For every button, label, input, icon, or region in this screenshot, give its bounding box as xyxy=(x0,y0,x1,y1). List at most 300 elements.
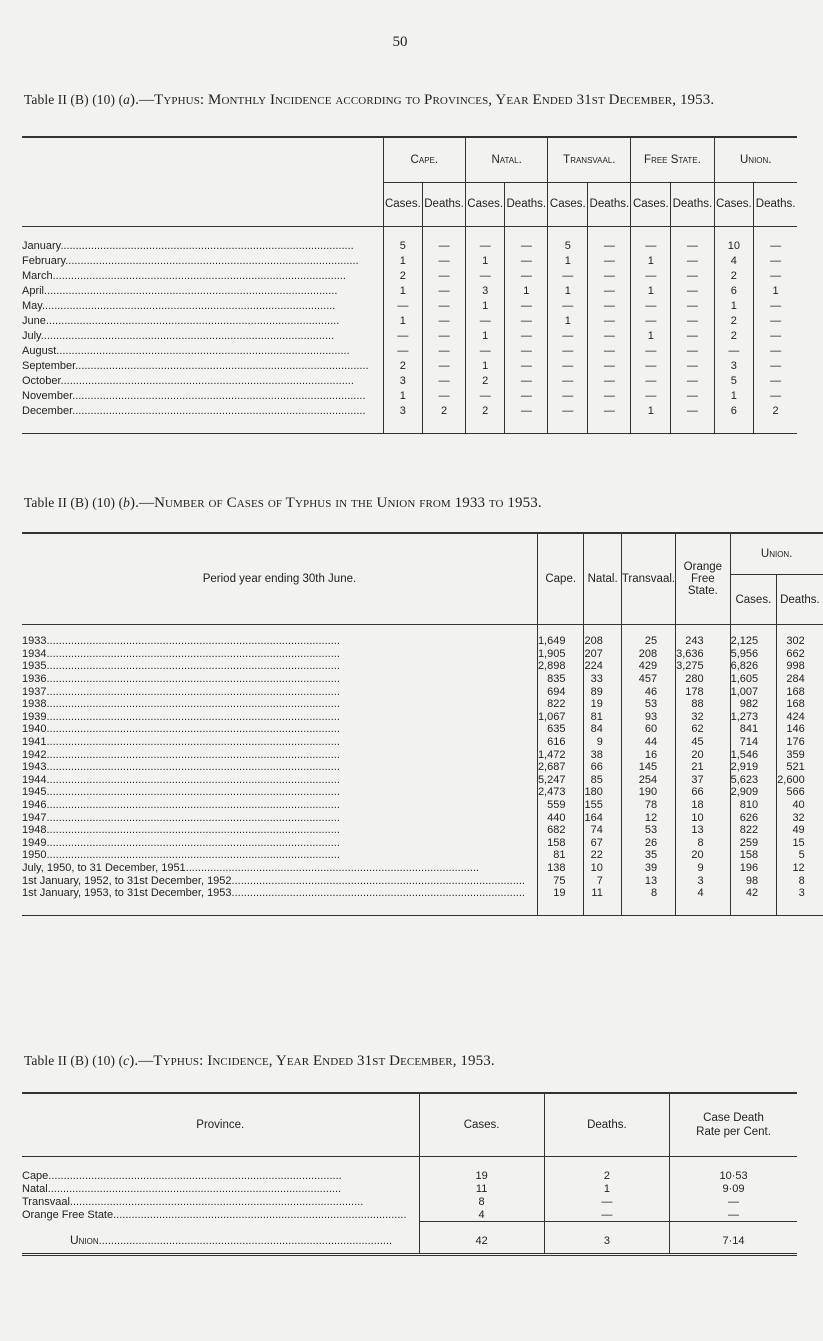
leader-dots xyxy=(48,1170,341,1182)
leader-dots xyxy=(46,812,339,824)
value-cell: — xyxy=(505,314,548,329)
value-cell: 53 xyxy=(621,824,675,837)
value-cell: 6 xyxy=(714,404,754,434)
period-label: 1st January, 1953, to 31st December, 1953 xyxy=(22,887,232,900)
value-cell: 440 xyxy=(537,811,584,824)
table-a-caption xyxy=(24,92,794,109)
period-label: 1939 xyxy=(22,710,47,723)
value-cell: 1 xyxy=(631,329,671,344)
value-cell: — xyxy=(754,359,797,374)
value-cell: 2 xyxy=(714,269,754,284)
value-cell: — xyxy=(466,314,505,329)
period-label-cell xyxy=(22,748,537,761)
value-cell: 1 xyxy=(466,254,505,269)
province-label: Orange Free State xyxy=(22,1208,114,1221)
table-row xyxy=(22,761,823,774)
value-cell: — xyxy=(466,269,505,284)
value-cell: — xyxy=(631,359,671,374)
value-cell: 1 xyxy=(548,284,588,299)
value-cell: — xyxy=(423,284,466,299)
month-label: January xyxy=(22,240,61,252)
union-total-label: Union xyxy=(70,1232,99,1247)
value-cell: 208 xyxy=(584,625,621,648)
value-cell: 2 xyxy=(714,314,754,329)
value-cell: 10 xyxy=(676,811,731,824)
value-cell: — xyxy=(754,254,797,269)
value-cell: 1,007 xyxy=(730,685,777,698)
value-cell: 62 xyxy=(676,723,731,736)
leader-dots xyxy=(232,887,525,899)
value-cell: 1 xyxy=(505,284,548,299)
value-cell: 662 xyxy=(777,648,823,661)
free-state-deaths-header: Deaths. xyxy=(671,183,714,227)
value-cell: 32 xyxy=(676,711,731,724)
month-label-cell xyxy=(22,329,383,344)
value-cell: 5,623 xyxy=(730,774,777,787)
leader-dots xyxy=(53,270,346,282)
leader-dots xyxy=(46,723,339,735)
period-label: 1936 xyxy=(22,673,47,686)
value-cell: — xyxy=(631,344,671,359)
value-cell: 2,125 xyxy=(730,625,777,648)
value-cell: 243 xyxy=(676,625,731,648)
value-cell: 810 xyxy=(730,799,777,812)
value-cell: 5,247 xyxy=(537,774,584,787)
value-cell: 616 xyxy=(537,736,584,749)
value-cell: 835 xyxy=(537,673,584,686)
period-label: 1950 xyxy=(22,849,47,862)
value-cell: 11 xyxy=(419,1182,544,1195)
value-cell: 5 xyxy=(777,849,823,862)
period-label: 1934 xyxy=(22,647,47,660)
leader-dots xyxy=(46,761,339,773)
table-row xyxy=(22,284,797,299)
value-cell: — xyxy=(754,227,797,255)
month-label: February xyxy=(22,255,66,267)
value-cell: — xyxy=(588,389,631,404)
period-label: July, 1950, to 31 December, 1951 xyxy=(22,861,186,874)
value-cell: 190 xyxy=(621,786,675,799)
value-cell: — xyxy=(671,374,714,389)
period-label-cell xyxy=(22,648,537,661)
value-cell: 302 xyxy=(777,625,823,648)
province-label-cell xyxy=(22,1195,419,1208)
value-cell: — xyxy=(670,1208,797,1222)
total-value-cell: 42 xyxy=(419,1222,544,1255)
value-cell: 3,275 xyxy=(676,660,731,673)
value-cell: — xyxy=(505,404,548,434)
table-row xyxy=(22,887,823,916)
caption-b-suffix: ).—Number of Cases of Typhus in the Union from 1933 to 1953. xyxy=(130,495,542,511)
value-cell: — xyxy=(423,254,466,269)
value-cell: 2,600 xyxy=(777,774,823,787)
value-cell: — xyxy=(754,344,797,359)
month-label: April xyxy=(22,285,45,297)
value-cell: 39 xyxy=(621,862,675,875)
value-cell: — xyxy=(423,299,466,314)
value-cell: 26 xyxy=(621,837,675,850)
period-label-cell xyxy=(22,862,537,875)
value-cell: — xyxy=(423,227,466,255)
province-header: Province. xyxy=(22,1093,419,1157)
total-value-cell: 7·14 xyxy=(670,1222,797,1255)
transvaal-header: Transvaal. xyxy=(621,533,675,625)
value-cell: 1,546 xyxy=(730,748,777,761)
leader-dots xyxy=(232,875,525,887)
value-cell: 8 xyxy=(621,887,675,916)
month-label-cell xyxy=(22,344,383,359)
value-cell: 98 xyxy=(730,874,777,887)
value-cell: — xyxy=(505,329,548,344)
value-cell: 196 xyxy=(730,862,777,875)
value-cell: 1 xyxy=(548,254,588,269)
union-header: Union. xyxy=(730,533,823,575)
value-cell: — xyxy=(631,314,671,329)
value-cell: 208 xyxy=(621,648,675,661)
leader-dots xyxy=(56,345,349,357)
value-cell: 158 xyxy=(537,837,584,850)
value-cell: 694 xyxy=(537,685,584,698)
table-row xyxy=(22,404,797,434)
monthly-incidence-table xyxy=(22,136,797,434)
union-header: Union. xyxy=(714,137,797,183)
leader-dots xyxy=(44,285,337,297)
table-row xyxy=(22,711,823,724)
value-cell: 1,605 xyxy=(730,673,777,686)
value-cell: — xyxy=(671,329,714,344)
value-cell: 3 xyxy=(383,404,423,434)
value-cell: — xyxy=(505,344,548,359)
value-cell: — xyxy=(631,299,671,314)
period-label-cell xyxy=(22,824,537,837)
value-cell: 1 xyxy=(383,314,423,329)
period-label: 1941 xyxy=(22,736,47,749)
value-cell: 89 xyxy=(584,685,621,698)
value-cell: — xyxy=(383,344,423,359)
value-cell: 2 xyxy=(383,269,423,284)
period-label: 1940 xyxy=(22,723,47,736)
value-cell: 2,919 xyxy=(730,761,777,774)
value-cell: — xyxy=(671,389,714,404)
value-cell: 8 xyxy=(419,1195,544,1208)
table-row xyxy=(22,660,823,673)
value-cell: — xyxy=(383,329,423,344)
value-cell: — xyxy=(671,299,714,314)
month-header-blank xyxy=(22,137,383,183)
leader-dots xyxy=(41,330,334,342)
month-label-cell xyxy=(22,269,383,284)
value-cell: — xyxy=(714,344,754,359)
leader-dots xyxy=(46,315,339,327)
value-cell: — xyxy=(754,314,797,329)
period-label-cell xyxy=(22,723,537,736)
deaths-header: Deaths. xyxy=(544,1093,669,1157)
cape-deaths-header: Deaths. xyxy=(423,183,466,227)
value-cell: 1,649 xyxy=(537,625,584,648)
value-cell: 1 xyxy=(631,404,671,434)
value-cell: — xyxy=(588,284,631,299)
value-cell: 155 xyxy=(584,799,621,812)
value-cell: 38 xyxy=(584,748,621,761)
leader-dots xyxy=(46,786,339,798)
leader-dots xyxy=(60,240,353,252)
value-cell: 21 xyxy=(676,761,731,774)
value-cell: — xyxy=(383,299,423,314)
value-cell: — xyxy=(671,344,714,359)
natal-deaths-header: Deaths. xyxy=(505,183,548,227)
period-label: 1942 xyxy=(22,748,47,761)
value-cell: — xyxy=(588,269,631,284)
period-label: 1944 xyxy=(22,773,47,786)
period-label-cell xyxy=(22,837,537,850)
transvaal-header: Transvaal. xyxy=(548,137,631,183)
table-row xyxy=(22,723,823,736)
leader-dots xyxy=(72,390,365,402)
value-cell: 1 xyxy=(383,254,423,269)
value-cell: 1 xyxy=(714,299,754,314)
value-cell: 1 xyxy=(714,389,754,404)
value-cell: 93 xyxy=(621,711,675,724)
value-cell: 2 xyxy=(466,374,505,389)
table-row xyxy=(22,389,797,404)
leader-dots xyxy=(48,1183,341,1195)
value-cell: 5 xyxy=(548,227,588,255)
value-cell: 822 xyxy=(730,824,777,837)
leader-dots xyxy=(186,862,479,874)
period-header: Period year ending 30th June. xyxy=(22,533,537,625)
value-cell: 8 xyxy=(676,837,731,850)
value-cell: 2 xyxy=(714,329,754,344)
value-cell: — xyxy=(754,269,797,284)
value-cell: 40 xyxy=(777,799,823,812)
value-cell: 66 xyxy=(676,786,731,799)
value-cell: 2,687 xyxy=(537,761,584,774)
value-cell: — xyxy=(423,359,466,374)
value-cell: — xyxy=(423,374,466,389)
caption-b-prefix: Table II (B) (10) ( xyxy=(24,495,124,510)
leader-dots xyxy=(46,686,339,698)
value-cell: 6,826 xyxy=(730,660,777,673)
period-label: 1935 xyxy=(22,660,47,673)
table-row xyxy=(22,685,823,698)
value-cell: — xyxy=(466,389,505,404)
value-cell: 15 xyxy=(777,837,823,850)
value-cell: 1 xyxy=(383,389,423,404)
value-cell: 19 xyxy=(537,887,584,916)
period-label-cell xyxy=(22,786,537,799)
table-row xyxy=(22,344,797,359)
value-cell: 2,909 xyxy=(730,786,777,799)
value-cell: 207 xyxy=(584,648,621,661)
value-cell: — xyxy=(544,1195,669,1208)
month-label-cell xyxy=(22,284,383,299)
value-cell: — xyxy=(505,299,548,314)
value-cell: — xyxy=(548,269,588,284)
period-label: 1943 xyxy=(22,761,47,774)
month-label: December xyxy=(22,405,73,417)
province-label-cell xyxy=(22,1157,419,1183)
table-row xyxy=(22,359,797,374)
value-cell: 9·09 xyxy=(670,1182,797,1195)
total-value-cell: 3 xyxy=(544,1222,669,1255)
province-label-cell xyxy=(22,1182,419,1195)
value-cell: 224 xyxy=(584,660,621,673)
value-cell: 2 xyxy=(383,359,423,374)
value-cell: — xyxy=(548,344,588,359)
value-cell: 1 xyxy=(466,299,505,314)
period-label: 1945 xyxy=(22,786,47,799)
province-label: Transvaal xyxy=(22,1195,70,1208)
value-cell: 2 xyxy=(544,1157,669,1183)
value-cell: 145 xyxy=(621,761,675,774)
province-label-cell xyxy=(22,1208,419,1222)
free-state-header: Free State. xyxy=(631,137,714,183)
value-cell: 2 xyxy=(754,404,797,434)
value-cell: — xyxy=(588,329,631,344)
value-cell: — xyxy=(588,227,631,255)
value-cell: — xyxy=(588,299,631,314)
month-label: September xyxy=(22,360,76,372)
value-cell: 8 xyxy=(777,874,823,887)
leader-dots xyxy=(72,405,365,417)
value-cell: 67 xyxy=(584,837,621,850)
value-cell: 566 xyxy=(777,786,823,799)
value-cell: — xyxy=(671,359,714,374)
value-cell: — xyxy=(754,299,797,314)
period-label: 1st January, 1952, to 31st December, 1952 xyxy=(22,874,232,887)
month-label-cell xyxy=(22,227,383,255)
value-cell: 45 xyxy=(676,736,731,749)
value-cell: — xyxy=(588,314,631,329)
natal-cases-header: Cases. xyxy=(466,183,505,227)
value-cell: 635 xyxy=(537,723,584,736)
natal-header: Natal. xyxy=(466,137,548,183)
value-cell: 998 xyxy=(777,660,823,673)
value-cell: 25 xyxy=(621,625,675,648)
value-cell: 9 xyxy=(584,736,621,749)
annual-cases-table xyxy=(22,532,823,916)
value-cell: 3 xyxy=(466,284,505,299)
value-cell: — xyxy=(588,254,631,269)
value-cell: 2,473 xyxy=(537,786,584,799)
table-row xyxy=(22,849,823,862)
leader-dots xyxy=(46,711,339,723)
leader-dots xyxy=(61,375,354,387)
table-row xyxy=(22,314,797,329)
table-row xyxy=(22,254,797,269)
leader-dots xyxy=(46,673,339,685)
month-label-cell xyxy=(22,359,383,374)
month-label: August xyxy=(22,345,57,357)
value-cell: 1 xyxy=(631,284,671,299)
table-row xyxy=(22,799,823,812)
month-label-cell xyxy=(22,374,383,389)
month-label: June xyxy=(22,315,46,327)
period-label-cell xyxy=(22,736,537,749)
leader-dots xyxy=(70,1196,363,1208)
value-cell: 280 xyxy=(676,673,731,686)
caption-a-prefix: Table II (B) (10) ( xyxy=(24,92,124,107)
value-cell: 424 xyxy=(777,711,823,724)
value-cell: 85 xyxy=(584,774,621,787)
table-row xyxy=(22,786,823,799)
period-label-cell xyxy=(22,874,537,887)
value-cell: 4 xyxy=(419,1208,544,1222)
value-cell: — xyxy=(671,314,714,329)
value-cell: — xyxy=(754,329,797,344)
period-label-cell xyxy=(22,887,537,916)
value-cell: 22 xyxy=(584,849,621,862)
value-cell: — xyxy=(548,299,588,314)
value-cell: 457 xyxy=(621,673,675,686)
value-cell: 33 xyxy=(584,673,621,686)
value-cell: 1,905 xyxy=(537,648,584,661)
value-cell: 158 xyxy=(730,849,777,862)
province-label: Cape xyxy=(22,1169,49,1182)
value-cell: 559 xyxy=(537,799,584,812)
value-cell: 10 xyxy=(714,227,754,255)
value-cell: 1 xyxy=(631,254,671,269)
value-cell: 5,956 xyxy=(730,648,777,661)
month-label-cell xyxy=(22,254,383,269)
table-row xyxy=(22,269,797,284)
month-label: November xyxy=(22,390,73,402)
value-cell: 521 xyxy=(777,761,823,774)
value-cell: 6 xyxy=(714,284,754,299)
value-cell: 9 xyxy=(676,862,731,875)
value-cell: 1 xyxy=(466,329,505,344)
cape-header: Cape. xyxy=(383,137,465,183)
value-cell: 20 xyxy=(676,849,731,862)
value-cell: — xyxy=(466,344,505,359)
value-cell: 84 xyxy=(584,723,621,736)
table-row xyxy=(22,648,823,661)
value-cell: 4 xyxy=(714,254,754,269)
value-cell: — xyxy=(505,389,548,404)
value-cell: — xyxy=(548,404,588,434)
table-row xyxy=(22,1208,797,1222)
month-label-cell xyxy=(22,314,383,329)
leader-dots xyxy=(46,749,339,761)
period-label: 1933 xyxy=(22,635,47,648)
value-cell: 1,273 xyxy=(730,711,777,724)
page-number: 50 xyxy=(392,34,408,50)
table-row xyxy=(22,1157,797,1183)
value-cell: 44 xyxy=(621,736,675,749)
value-cell: — xyxy=(423,329,466,344)
leader-dots xyxy=(46,698,339,710)
value-cell: 841 xyxy=(730,723,777,736)
month-label: July xyxy=(22,330,41,342)
value-cell: 18 xyxy=(676,799,731,812)
caption-c-prefix: Table II (B) (10) ( xyxy=(24,1053,124,1068)
table-row xyxy=(22,227,797,255)
value-cell: — xyxy=(423,389,466,404)
value-cell: — xyxy=(548,359,588,374)
union-cases-header: Cases. xyxy=(714,183,754,227)
value-cell: — xyxy=(754,374,797,389)
value-cell: 176 xyxy=(777,736,823,749)
total-row xyxy=(22,1222,797,1255)
union-deaths-header: Deaths. xyxy=(777,575,823,625)
value-cell: — xyxy=(671,404,714,434)
table-b-caption xyxy=(24,495,794,512)
period-label-cell xyxy=(22,761,537,774)
natal-header: Natal. xyxy=(584,533,621,625)
value-cell: 138 xyxy=(537,862,584,875)
value-cell: — xyxy=(548,374,588,389)
table-row xyxy=(22,698,823,711)
